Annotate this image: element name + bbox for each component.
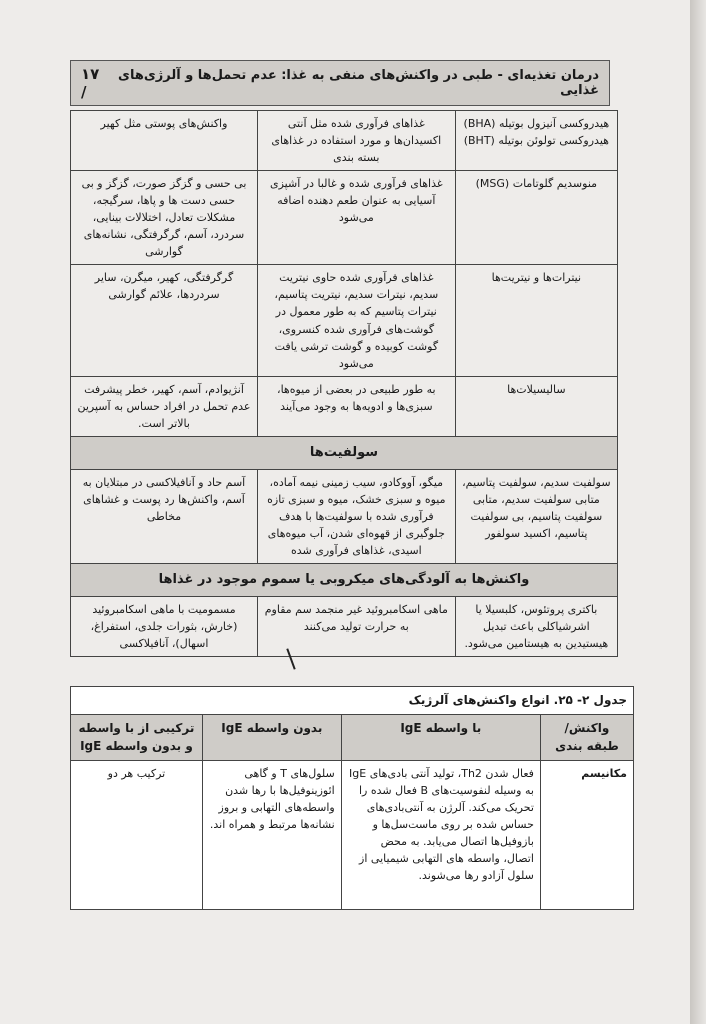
compound-cell: هیدروکسی آنیزول بوتیله (BHA) هیدروکسی تولوئن بوتیله (BHT) [455,111,617,171]
table-row [71,376,618,436]
header-title: درمان تغذیه‌ای - طبی در واکنش‌های منفی به غذا: عدم تحمل‌ها و آلرژی‌های غذایی [118,68,599,98]
source-cell: غذاهای فرآوری شده و غالبا در آشپزی آسیایی به عنوان طعم دهنده اضافه می‌شود [257,171,455,265]
reaction-cell: گرگرفتگی، کهیر، میگرن، سایر سردردها، علائم گوارشی [71,265,258,376]
compound-cell: منوسدیم گلوتامات (MSG) [455,171,617,265]
reaction-cell: آنژیوادم، آسم، کهیر، خطر پیشرفت عدم تحمل در افراد حساس به آسپرین بالاتر است. [71,376,258,436]
source-cell: غذاهای فرآوری شده مثل آنتی اکسیدان‌ها و مورد استفاده در غذاهای بسته بندی [257,111,455,171]
source-cell: ماهی اسکامبروئید غیر منجمد سم مقاوم به حرارت تولید می‌کنند [257,597,455,657]
non-ige-cell: سلول‌های T و گاهی ائوزینوفیل‌ها با رها شدن واسطه‌های التهابی و بروز نشانه‌ها مرتبط و همراه اند. [202,760,341,909]
book-spine [690,0,706,1024]
column-header: بدون واسطه IgE [202,714,341,760]
row-label: مکانیسم [540,760,633,909]
source-cell: به طور طبیعی در بعضی از میوه‌ها، سبزی‌ها و ادویه‌ها به وجود می‌آیند [257,376,455,436]
reaction-cell: مسمومیت با ماهی اسکامبروئید (خارش، بثورات جلدی، استفراغ، اسهال)، آنافیلاکسی [71,597,258,657]
reaction-cell: واکنش‌های پوستی مثل کهیر [71,111,258,171]
source-cell: میگو، آووکادو، سیب زمینی نیمه آماده، میوه و سبزی خشک، میوه و سبزی تازه فرآوری شده با سولفیت‌ها با هدف جلوگیری از قهوه‌ای شدن، آب میوه‌های اسیدی، غذاهای فرآوری شده [257,469,455,563]
column-header: با واسطه IgE [341,714,540,760]
section-heading-row [71,436,618,469]
compound-cell: سالیسیلات‌ها [455,376,617,436]
table-caption: جدول ۲- ۲۵. انواع واکنش‌های آلرژیک [71,687,634,715]
microbial-heading: واکنش‌ها به آلودگی‌های میکروبی یا سموم موجود در غذاها [71,564,618,597]
compound-cell: باکتری پروتئوس، کلبسیلا یا اشرشیاکلی باعث تبدیل هیستیدین به هیستامین می‌شود. [455,597,617,657]
compound-cell: نیترات‌ها و نیتریت‌ها [455,265,617,376]
column-header: واکنش/ طبقه بندی [540,714,633,760]
column-header: ترکیبی از با واسطه و بدون واسطه IgE [71,714,203,760]
mixed-cell: ترکیب هر دو [71,760,203,909]
compound-cell: سولفیت سدیم، سولفیت پتاسیم، متابی سولفیت سدیم، متابی سولفیت پتاسیم، بی سولفیت پتاسیم، اکسید سولفور [455,469,617,563]
allergic-reactions-table [70,686,634,910]
table-row [71,760,634,909]
ige-cell: فعال شدن Th2، تولید آنتی بادی‌های IgE به وسیله لنفوسیت‌های B فعال شده را تحریک می‌کند. آلرژن به آنتی‌بادی‌های حساس شده بر روی ماست‌سل‌ها و بازوفیل‌ها اتصال می‌یابد. به محض اتصال، واسطه های التهابی شیمیایی از سلول آزادو رها می‌شوند. [341,760,540,909]
table-caption-row [71,687,634,715]
table-row [71,469,618,563]
table-row [71,597,618,657]
table-row [71,265,618,376]
running-header [70,60,610,106]
reaction-cell: آسم حاد و آنافیلاکسی در مبتلایان به آسم، واکنش‌ها رد پوست و غشاهای مخاطی [71,469,258,563]
table-row [71,111,618,171]
additives-table [70,110,618,657]
sulfites-heading: سولفیت‌ها [71,436,618,469]
table-header-row [71,714,634,760]
section-heading-row [71,564,618,597]
source-cell: غذاهای فرآوری شده حاوی نیتریت سدیم، نیترات سدیم، نیتریت پتاسیم، نیترات پتاسیم که به طور معمول در گوشت‌های فرآوری شده کنسروی، گوشت کوبیده و گوشت ترشی یافت می‌شود [257,265,455,376]
page-number: ۱۷ / [81,65,100,101]
table-row [71,171,618,265]
reaction-cell: بی حسی و گزگز صورت، گزگز و بی حسی دست ها و پاها، سرگیجه، مشکلات تعادل، اختلالات بینایی، سردرد، آسم، گرگرفتگی، نشانه‌های گوارشی [71,171,258,265]
